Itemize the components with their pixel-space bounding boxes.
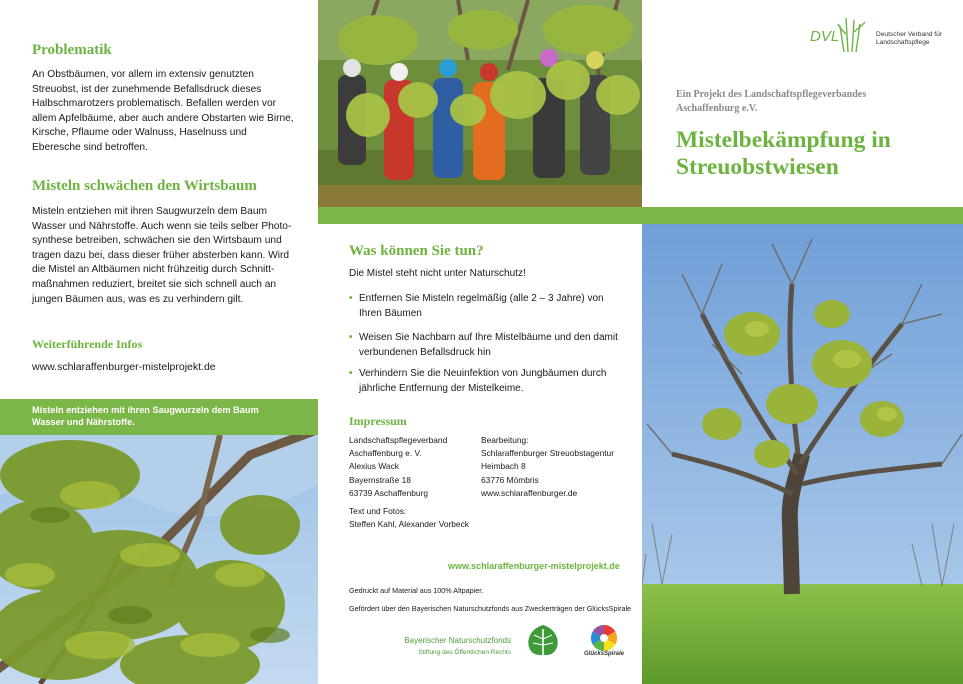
project-site-link[interactable]: www.schlaraffenburger-mistelprojekt.de	[448, 561, 620, 571]
fund-subtitle: Stiftung des Öffentlichen Rechts	[418, 649, 511, 656]
credits-label: Text und Fotos:	[349, 506, 407, 516]
impressum-editor-url[interactable]: www.schlaraffenburger.de	[481, 487, 578, 498]
org-name-line: Landschaftspflege	[876, 39, 930, 46]
org-name-line: Deutscher Verband für	[876, 31, 942, 38]
middle-panel	[318, 0, 642, 684]
impressum-editor	[481, 434, 641, 500]
page-title: Mistelbekämpfung in	[676, 127, 891, 153]
infos-url-link[interactable]: www.schlaraffenburger-mistelprojekt.de	[32, 361, 216, 373]
project-of-line: Ein Projekt des Landschaftspflegeverbandes	[676, 89, 867, 100]
recycled-paper-note: Gedruckt auf Material aus 100% Altpapier.	[349, 586, 484, 595]
team-with-mistletoe-photo	[318, 0, 642, 207]
impressum-line: Bayernstraße 18	[349, 474, 411, 485]
schwaechen-heading: Misteln schwächen den Wirtsbaum	[32, 178, 257, 194]
impressum-line: Landschaftspflegeverband	[349, 435, 448, 445]
impressum-line: Aschaffenburg e. V.	[349, 448, 422, 459]
dvl-logo-text: DVL	[810, 28, 840, 45]
gluecksspirale-label: GlücksSpirale	[583, 651, 625, 657]
impressum-line: Heimbach 8	[481, 461, 526, 472]
funding-note: Gefördert über den Bayerischen Naturschutzfonds aus Zweckerträgen der GlücksSpirale	[349, 604, 632, 613]
list-item	[349, 331, 619, 360]
list-item-text: Weisen Sie Nachbarn auf Ihre Mistelbäume und den damit verbundenen Befallsdruck hin	[359, 332, 618, 358]
mistletoe-closeup-photo	[0, 435, 318, 684]
impressum-heading: Impressum	[349, 414, 407, 428]
list-item-text: Entfernen Sie Misteln regelmäßig (alle 2 – 3 Jahre) von Ihren Bäumen	[359, 293, 604, 319]
impressum-line: Bearbeitung:	[481, 435, 529, 445]
list-item	[349, 367, 619, 396]
infos-heading: Weiterführende Infos	[32, 337, 143, 351]
right-panel	[642, 0, 963, 684]
list-item-text: Verhindern Sie die Neuinfektion von Jungbäumen durch jährliche Entfernung der Mistelkeime.	[359, 368, 607, 394]
orchard-tree-photo	[642, 224, 963, 684]
schwaechen-text: Misteln entziehen mit ihren Saugwurzeln dem Baum Wasser und Nährstoffe. Auch wenn sie teils selber Photo-synthese betreiben, schwächen sie den Wirtsbaum und tragen dazu bei, dass dieser früher absterben kann. Wird die Mistel an Altbäumen nicht frühzeitig durch Schnitt-maßnahmen reduziert, breitet sie sich schnell auch an jungen Bäumen aus, was es zu verhindern gilt.	[32, 206, 292, 305]
page-title: Streuobstwiesen	[676, 154, 839, 180]
photo-credits	[349, 505, 549, 531]
problematik-text: An Obstbäumen, vor allem im extensiv genutzten Streuobst, ist der zunehmende Befallsdruck dieses Halbschmarotzers problematisch. Befallen werden vor allem Apfelbäume, aber auch andere Obstarten wie Birne, Kirsche, Pflaume oder Walnuss, Haselnuss und Eberesche sind betroffen.	[32, 69, 294, 153]
bullet-icon: •	[349, 332, 353, 343]
problematik-heading: Problematik	[32, 42, 112, 58]
impressum-publisher	[349, 434, 474, 500]
fund-name: Bayerischer Naturschutzfonds	[404, 636, 511, 645]
list-item	[349, 292, 619, 321]
left-panel	[0, 0, 318, 684]
impressum-line: 63776 Mömbris	[481, 474, 539, 485]
green-divider-bar	[318, 207, 642, 224]
impressum-line: 63739 Aschaffenburg	[349, 487, 429, 498]
bullet-icon: •	[349, 293, 353, 304]
linden-leaf-logo-icon	[523, 621, 563, 663]
not-protected-note: Die Mistel steht nicht unter Naturschutz!	[349, 268, 526, 279]
project-of-line: Aschaffenburg e.V.	[676, 103, 758, 114]
caption-band	[0, 399, 318, 435]
impressum-line: Alexius Wack	[349, 461, 399, 472]
photo-caption: Misteln entziehen mit ihren Saugwurzeln dem Baum Wasser und Nährstoffe.	[32, 405, 259, 427]
green-divider-bar	[642, 207, 963, 224]
what-can-you-do-heading: Was können Sie tun?	[349, 243, 484, 259]
impressum-line: Schlaraffenburger Streuobstagentur	[481, 448, 615, 459]
bullet-icon: •	[349, 368, 353, 379]
credits-names: Steffen Kahl, Alexander Vorbeck	[349, 519, 469, 530]
